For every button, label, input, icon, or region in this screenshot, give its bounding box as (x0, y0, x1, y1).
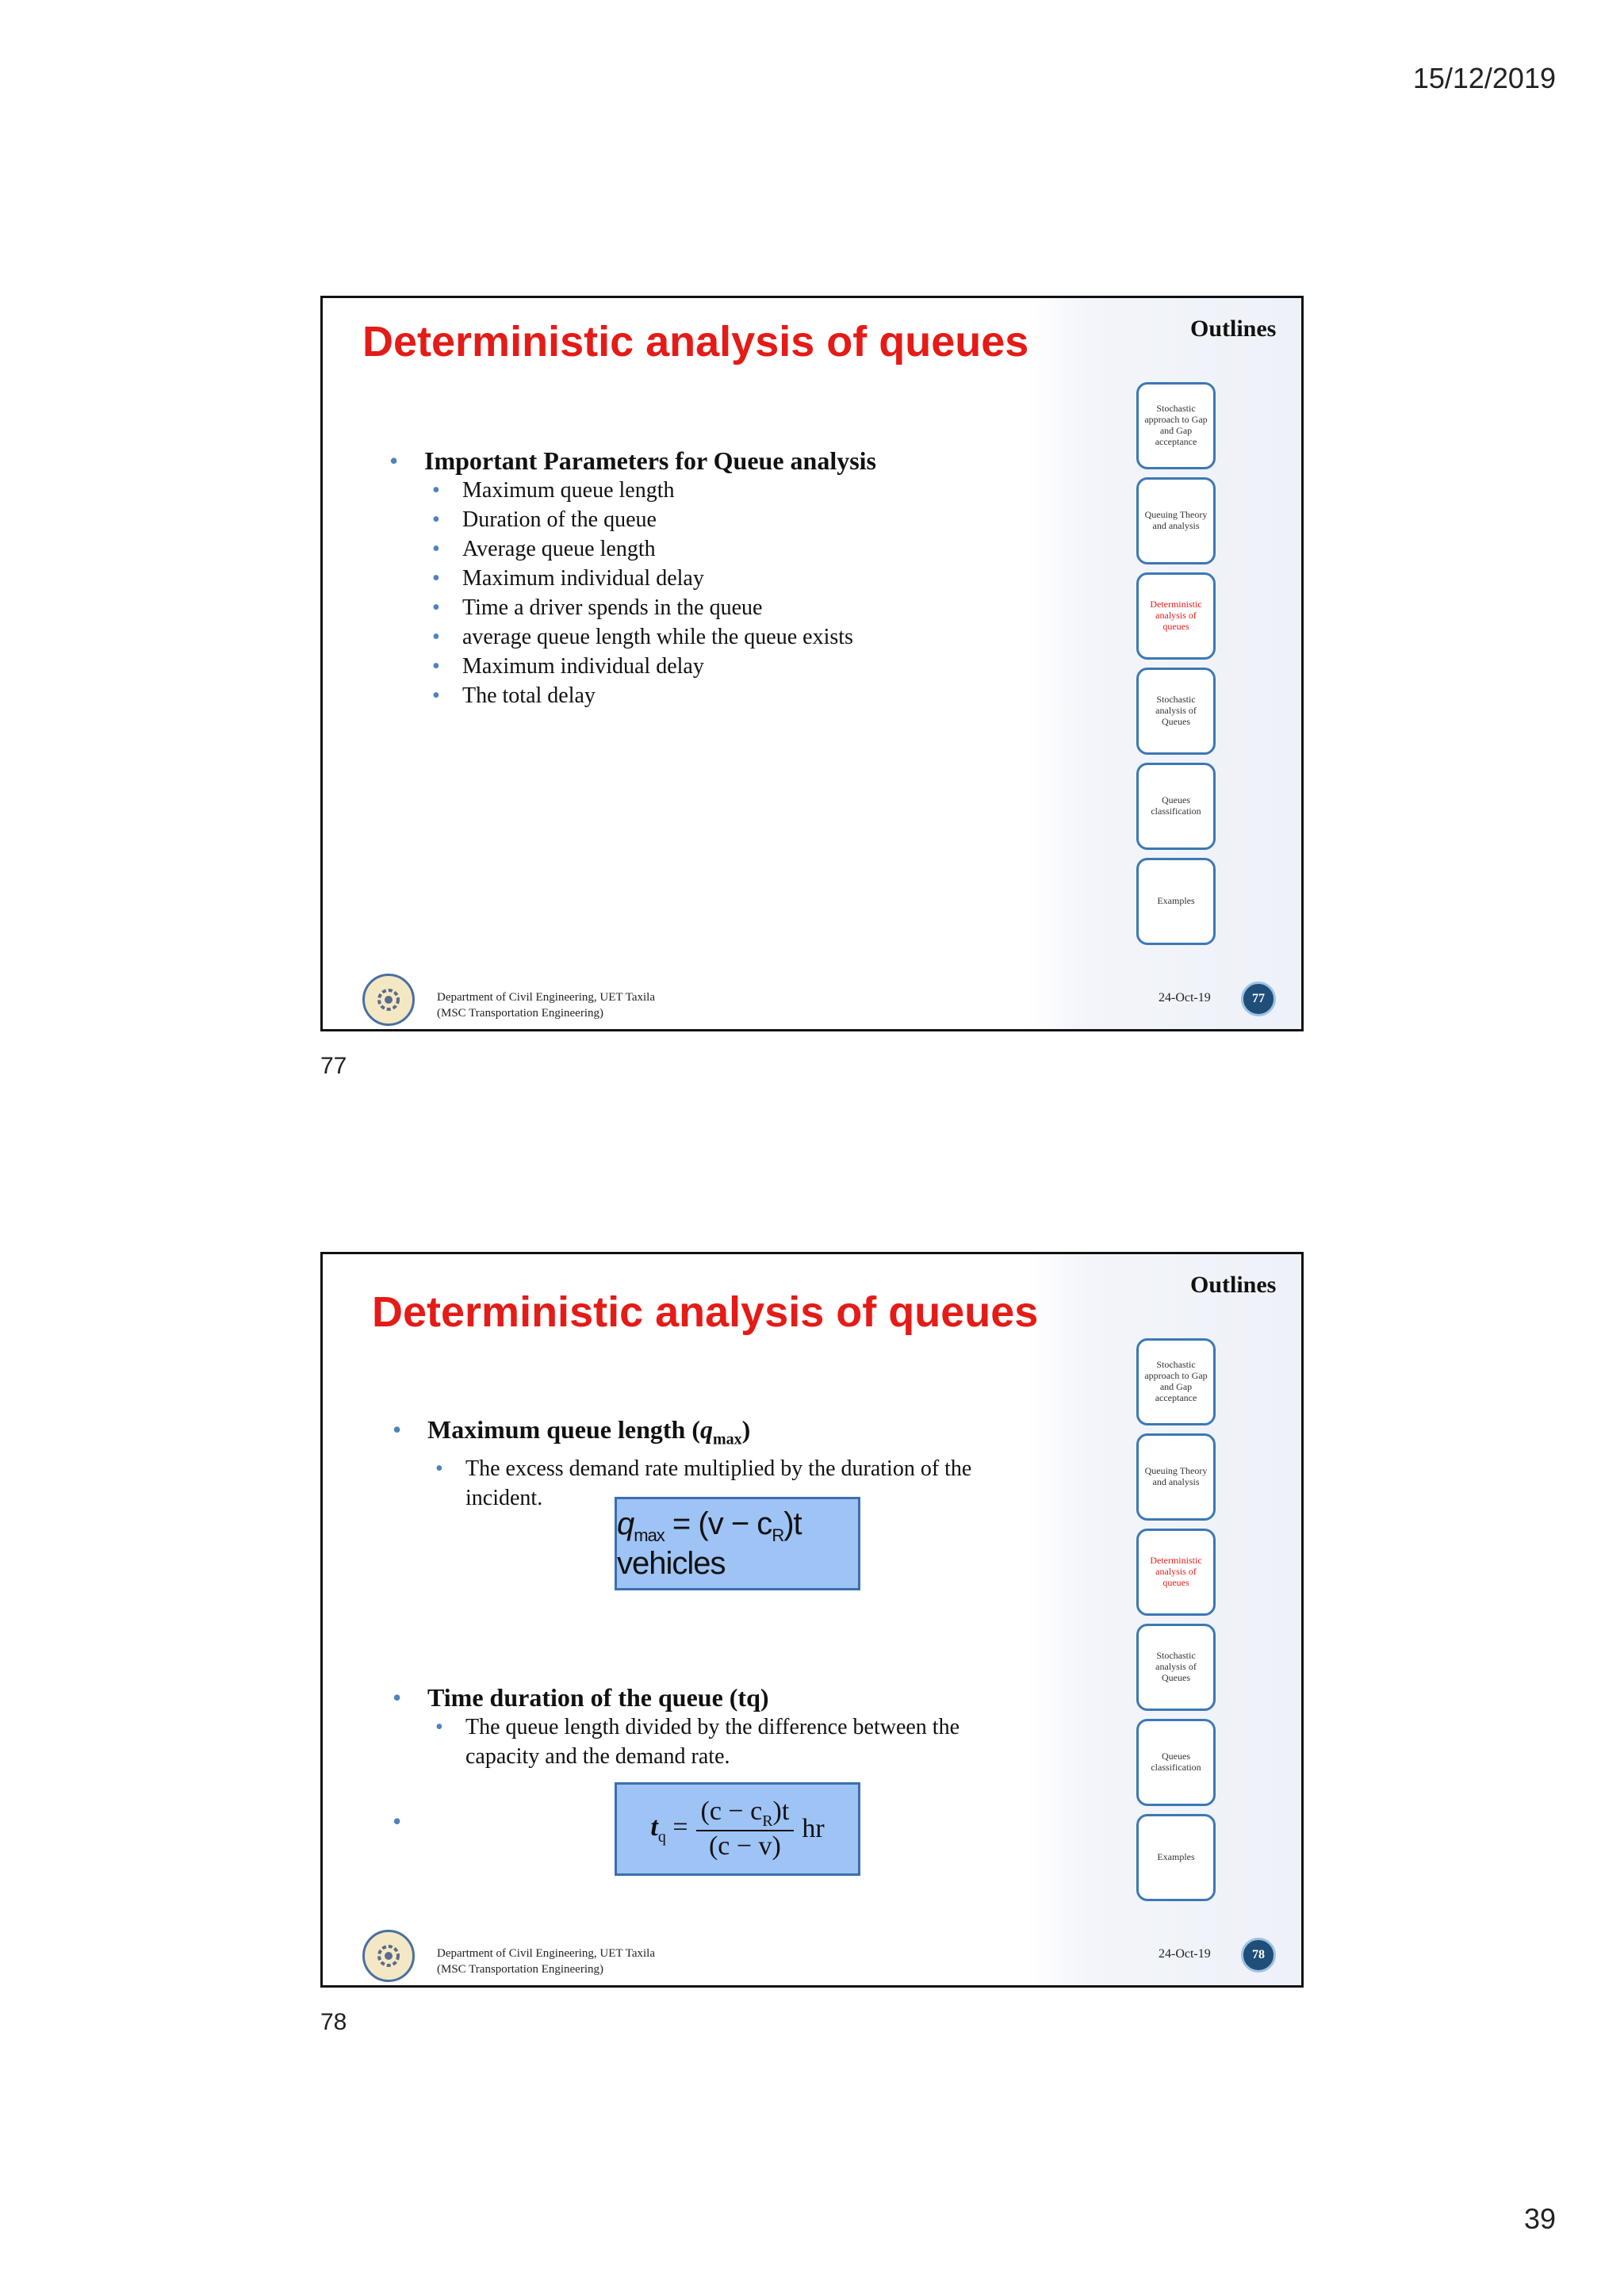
outline-item-active[interactable]: Deterministic analysis of queues (1136, 572, 1216, 660)
list-item: • The queue length divided by the difference between the capacity and the demand rate. (435, 1712, 1021, 1771)
list-item: • Maximum queue length (432, 476, 1087, 505)
outline-item[interactable]: Stochastic approach to Gap and Gap acceptance (1136, 382, 1216, 469)
footer-department: Department of Civil Engineering, UET Taxila (MSC Transportation Engineering) (437, 1947, 655, 1976)
outline-item-active[interactable]: Deterministic analysis of queues (1136, 1529, 1216, 1616)
list-item: • Duration of the queue (432, 505, 1087, 534)
formula-queue-duration: $t_q$ = $\frac{(c - c_R)t}{(c - v)}$ hr (615, 1782, 860, 1876)
bullet-heading-max-queue: • Maximum queue length $(q_{max})$ (393, 1414, 1059, 1454)
list-item: • Maximum individual delay (432, 564, 1087, 593)
slide-content (389, 446, 1087, 710)
list-item: • The excess demand rate multiplied by the duration of the incident. (435, 1454, 1021, 1513)
outline-nav (1136, 1338, 1219, 1909)
outline-item[interactable]: Queues classification (1136, 1719, 1216, 1806)
outline-item[interactable]: Queuing Theory and analysis (1136, 477, 1216, 564)
slide-content-2 (393, 1682, 1059, 1771)
outline-item[interactable]: Queues classification (1136, 763, 1216, 850)
outline-item[interactable]: Stochastic analysis of Queues (1136, 668, 1216, 755)
outline-item[interactable]: Stochastic analysis of Queues (1136, 1624, 1216, 1711)
outline-item[interactable]: Examples (1136, 1814, 1216, 1901)
slide-number-badge: 78 (1241, 1938, 1276, 1973)
footer-date: 24-Oct-19 (1159, 1947, 1211, 1961)
list-item: • average queue length while the queue exists (432, 622, 1087, 652)
slide-title: Deterministic analysis of queues (362, 318, 1029, 365)
slide-78 (320, 1252, 1304, 1988)
fraction: $\frac{(c - c_R)t}{(c - v)}$ (696, 1797, 795, 1862)
footer-date: 24-Oct-19 (1159, 991, 1211, 1004)
slide-number-label: 78 (320, 2009, 347, 2035)
gear-icon (373, 984, 404, 1016)
list-item: • Average queue length (432, 534, 1087, 564)
outline-nav (1136, 382, 1219, 953)
slide-77 (320, 296, 1304, 1031)
outline-item[interactable]: Examples (1136, 858, 1216, 945)
university-logo (362, 974, 415, 1026)
page-number: 39 (1523, 2202, 1556, 2235)
outline-item[interactable]: Queuing Theory and analysis (1136, 1433, 1216, 1521)
outlines-title: Outlines (1190, 1272, 1277, 1298)
gear-icon (373, 1940, 404, 1972)
page-date: 15/12/2019 (1412, 62, 1556, 94)
bullet-empty (393, 1806, 440, 1836)
slide-number-label: 77 (320, 1053, 347, 1079)
bullet-heading-duration: • Time duration of the queue (tq) (393, 1682, 1059, 1712)
outline-item[interactable]: Stochastic approach to Gap and Gap acceptance (1136, 1338, 1216, 1425)
slide-number-badge: 77 (1241, 982, 1276, 1016)
list-item: • Maximum individual delay (432, 652, 1087, 681)
footer-department: Department of Civil Engineering, UET Taxila (MSC Transportation Engineering) (437, 991, 655, 1020)
outlines-title: Outlines (1190, 316, 1277, 342)
empty-bullet (393, 1806, 440, 1836)
list-item: • Time a driver spends in the queue (432, 593, 1087, 622)
list-item: • The total delay (432, 681, 1087, 710)
university-logo (362, 1930, 415, 1982)
formula-max-queue: $q_{max} = (v - c_R)t$ vehicles (615, 1497, 860, 1590)
slide-title: Deterministic analysis of queues (372, 1288, 1039, 1336)
bullet-heading: • Important Parameters for Queue analysis (389, 446, 1087, 476)
